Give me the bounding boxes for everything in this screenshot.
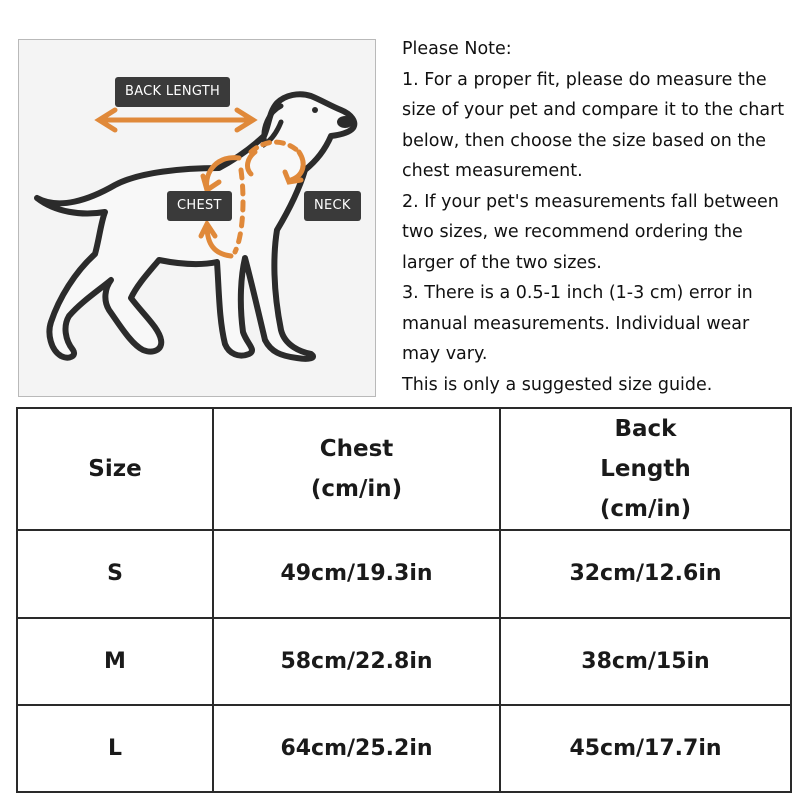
dog-nose: [337, 116, 353, 128]
dog-measurement-figure: [18, 39, 376, 397]
header-back-length-label: Length: [600, 456, 691, 483]
notes-line: manual measurements. Individual wear: [402, 313, 750, 334]
notes-line: below, then choose the size based on the: [402, 130, 767, 151]
notes-line: 3. There is a 0.5-1 inch (1-3 cm) error in: [402, 283, 753, 303]
size-guide-notes: [402, 34, 794, 400]
notes-line: 1. For a proper fit, please do measure the: [402, 69, 767, 90]
dog-outline: [37, 94, 354, 359]
chest-cell: 49cm/19.3in: [213, 530, 500, 617]
notes-line: size of your pet and compare it to the chart: [402, 100, 785, 120]
header-size-label: Size: [88, 456, 142, 483]
header-chest-unit: (cm/in): [310, 476, 403, 503]
table-row: [17, 618, 791, 705]
notes-line: larger of the two sizes.: [402, 252, 602, 273]
notes-line: chest measurement.: [402, 161, 583, 181]
dog-eye: [312, 107, 318, 113]
size-cell: S: [17, 530, 213, 617]
back-length-cell: 45cm/17.7in: [500, 705, 791, 792]
header-chest: [213, 408, 500, 530]
size-chart-table: [16, 407, 792, 793]
notes-line: two sizes, we recommend ordering the: [402, 222, 743, 242]
header-back-length-label: Back: [614, 416, 677, 443]
back-length-label: BACK LENGTH: [115, 77, 230, 107]
neck-label: NECK: [304, 191, 361, 221]
table-row: [17, 530, 791, 617]
back-length-cell: 32cm/12.6in: [500, 530, 791, 617]
header-back-length: [500, 408, 791, 530]
chest-cell: 58cm/22.8in: [213, 618, 500, 705]
notes-line: 2. If your pet's measurements fall between: [402, 191, 779, 212]
size-cell: M: [17, 618, 213, 705]
notes-line: may vary.: [402, 344, 488, 364]
header-size: [17, 408, 213, 530]
chest-label: CHEST: [167, 191, 232, 221]
table-header-row: [17, 408, 791, 530]
table-row: [17, 705, 791, 792]
notes-heading: Please Note:: [402, 39, 512, 59]
back-length-arrow: [99, 110, 253, 130]
back-length-cell: 38cm/15in: [500, 618, 791, 705]
header-back-length-unit: (cm/in): [599, 496, 692, 523]
chest-cell: 64cm/25.2in: [213, 705, 500, 792]
size-cell: L: [17, 705, 213, 792]
notes-line: This is only a suggested size guide.: [402, 374, 713, 395]
header-chest-label: Chest: [319, 436, 394, 463]
